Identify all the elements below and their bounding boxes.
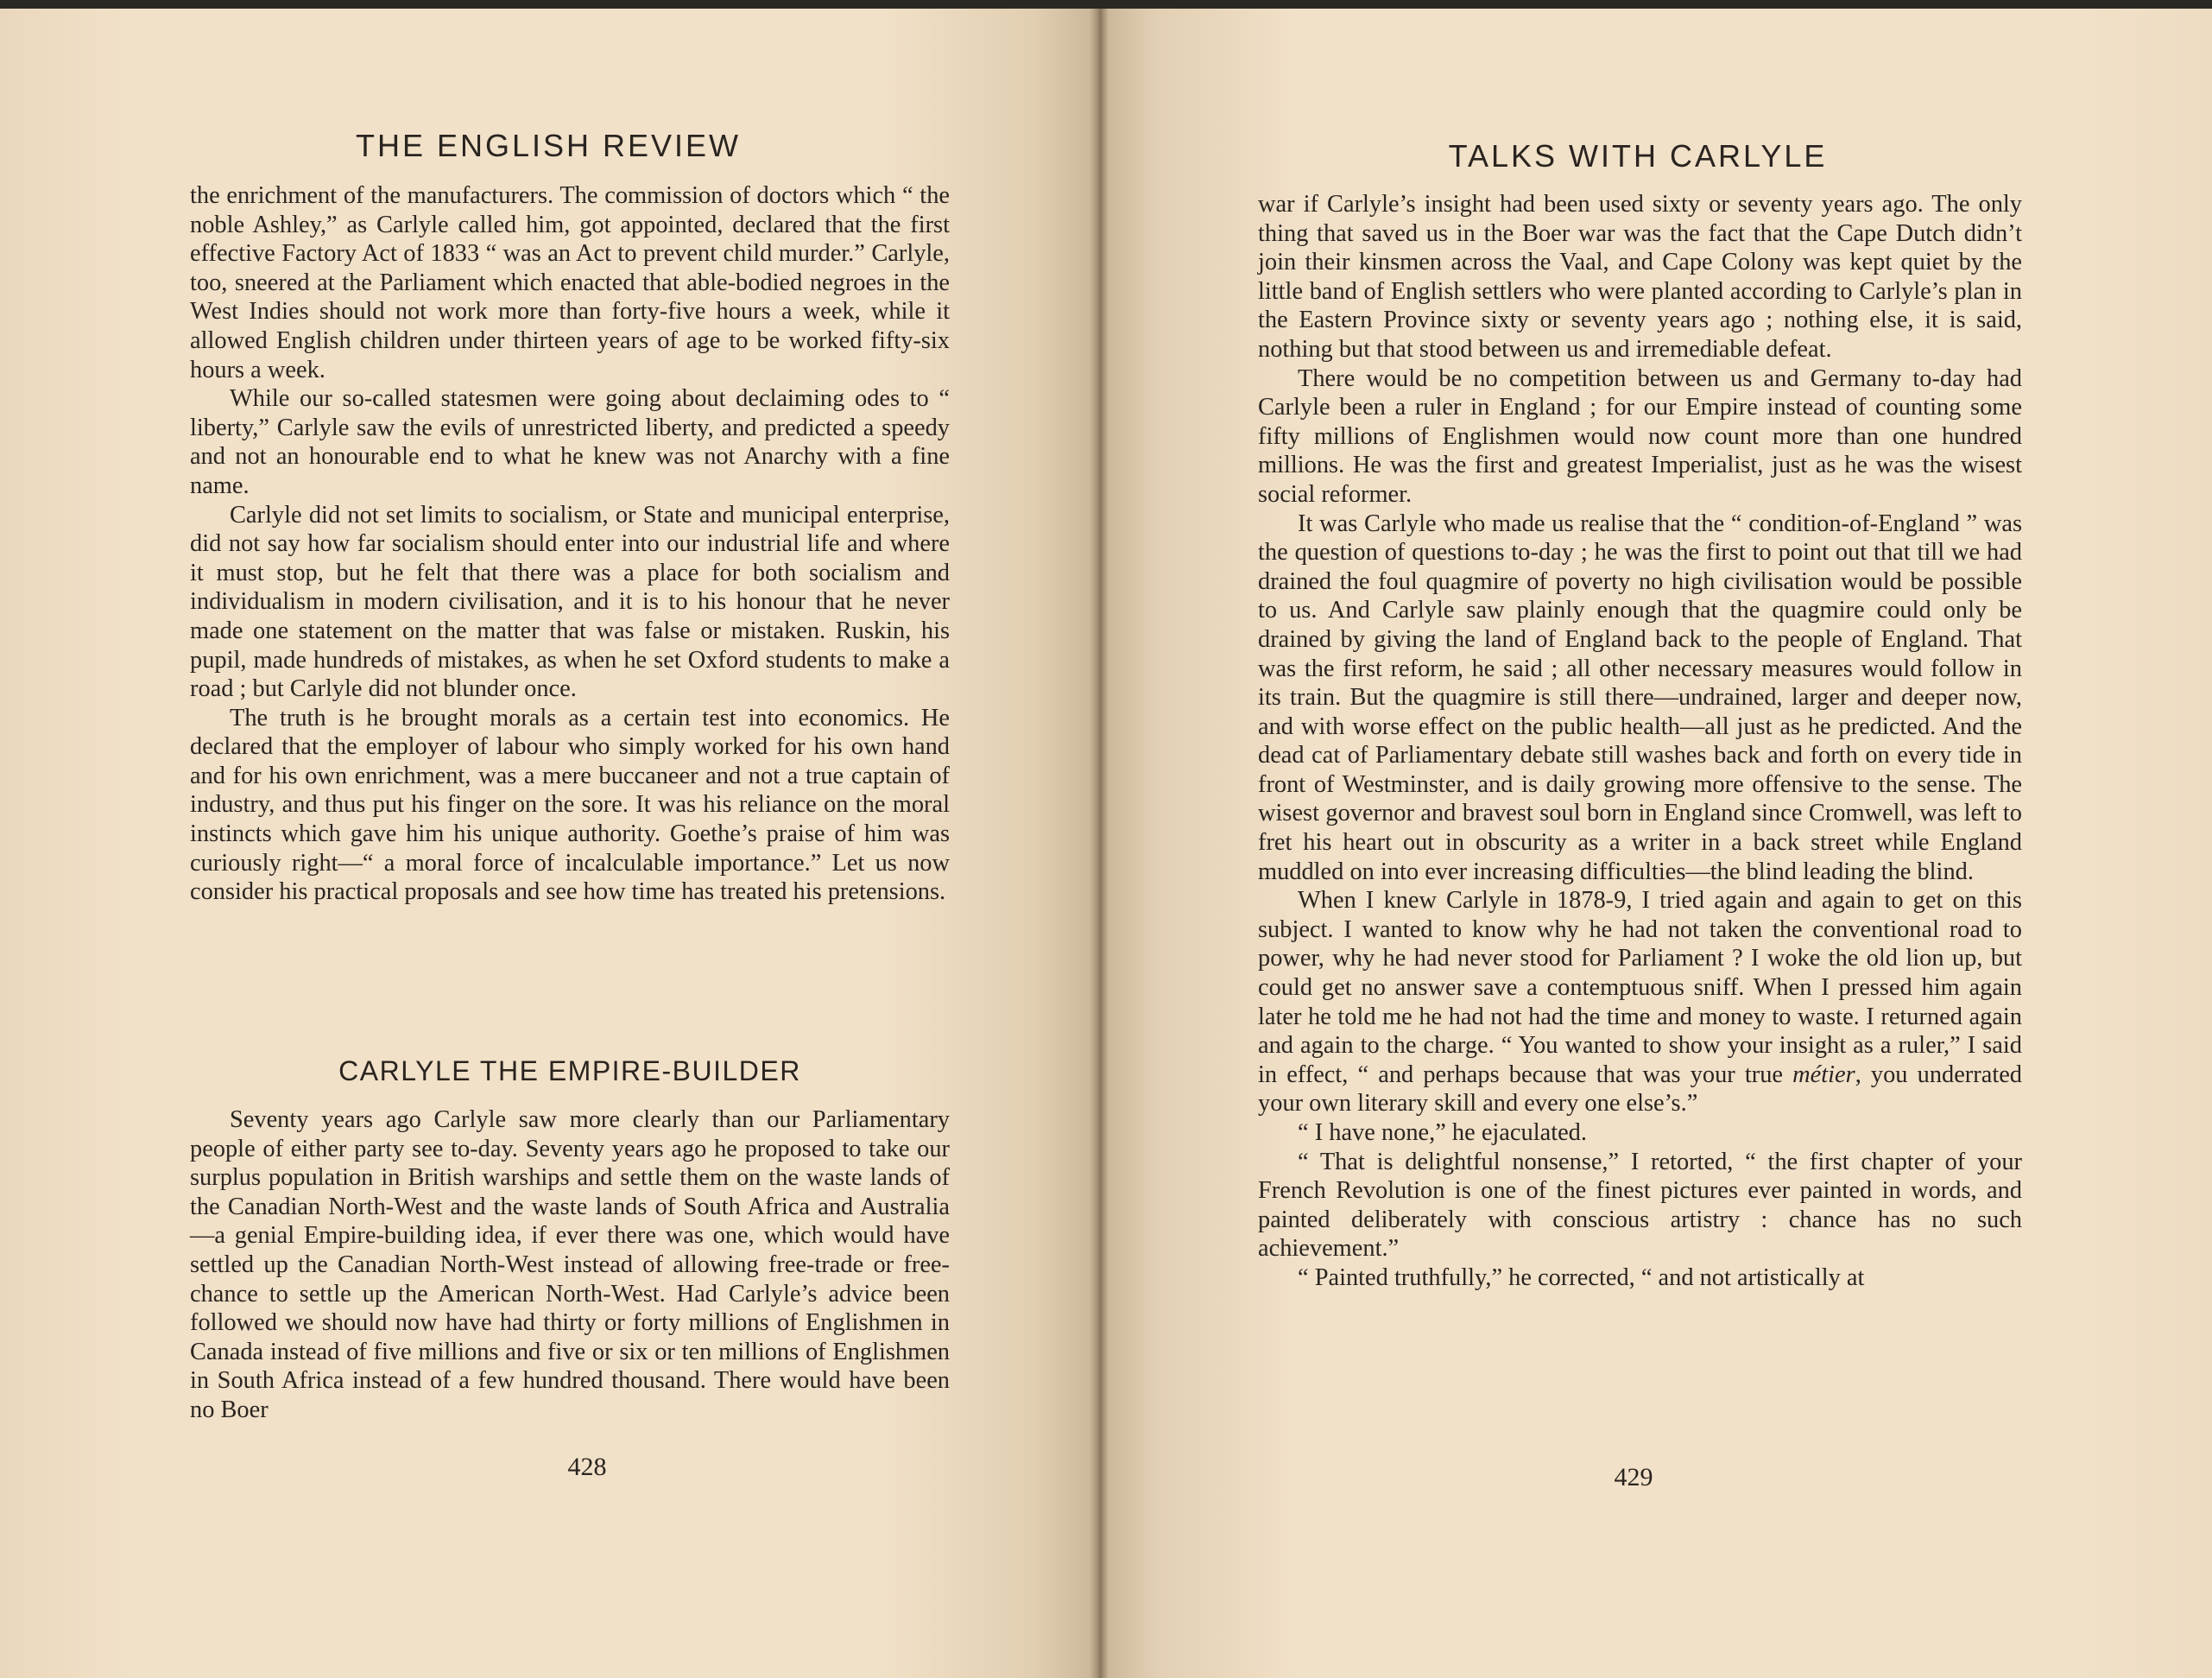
section-heading: CARLYLE THE EMPIRE-BUILDER	[338, 1055, 801, 1086]
page-number: 428	[567, 1453, 607, 1481]
body-text	[1258, 190, 2022, 1293]
body-text-top	[190, 181, 950, 907]
paragraph: war if Carlyle’s insight had been used sixty or seventy years ago. The only thing that saved us in the Boer war was the fact that the Cape Dutch didn’t join their kinsmen across the Vaal, and Cape Colony was kept quiet by the little band of English settlers who were planted according to Carlyle’s plan in the Eastern Province sixty or seventy years ago ; nothing else, it is said, nothing but that stood between us and irremediable defeat.	[1258, 191, 2022, 363]
paragraph	[1258, 886, 2022, 1118]
paragraph: Carlyle did not set limits to socialism, or State and municipal enterprise, did not say how far socialism should enter into our industrial life and where it must stop, but he felt that there was a place for both socialism and individualism in modern civilisation, and it is to his honour that he never made one statement on the matter that was false or mistaken. Ruskin, his pupil, made hundreds of mistakes, as when he set Oxford students to make a road ; but Carlyle did not blunder once.	[190, 501, 950, 703]
paragraph: “ That is delightful nonsense,” I retorted, “ the first chapter of your French Revolution is one of the finest pictures ever painted in words, and painted deliberately with conscious artistry : chance has no such achievement.”	[1258, 1148, 2022, 1263]
paragraph: Seventy years ago Carlyle saw more clearly than our Parliamentary people of either party see to-day. Seventy years ago he proposed to take our surplus population in British warships and settle them on the waste lands of the Canadian North-West and the waste lands of South Africa and Australia—a genial Empire-building idea, if ever there was one, which would have settled up the Canadian North-West instead of allowing free-trade or free-chance to settle up the American North-West. Had Carlyle’s advice been followed we should now have had thirty or forty millions of Englishmen in Canada instead of five millions and five or six or ten millions of Englishmen in South Africa instead of a few hundred thousand. There would have been no Boer	[190, 1106, 950, 1423]
book-spread	[0, 9, 2212, 1678]
right-page	[1098, 9, 2212, 1678]
paragraph: “ I have none,” he ejaculated.	[1298, 1119, 1587, 1146]
paragraph: There would be no competition between us and Germany to-day had Carlyle been a ruler in England ; for our Empire instead of counting some fifty millions of Englishmen would now count more than one hundred millions. He was the first and greatest Imperialist, just as he was the wisest social reformer.	[1258, 364, 2022, 508]
left-page	[0, 9, 1098, 1678]
book-gutter	[1090, 9, 1109, 1678]
paragraph: It was Carlyle who made us realise that the “ condition-of-England ” was the question of questions to-day ; he was the first to point out that till we had drained the foul quagmire of poverty no high civilisation would be possible to us. And Carlyle saw plainly enough that the quagmire could only be drained by giving the land of England back to the people of England. That was the first reform, he said ; all other necessary measures would follow in its train. But the quagmire is still there—undrained, larger and deeper now, and with worse effect on the public health—all just as he predicted. And the dead cat of Parliamentary debate still washes back and forth on every tide in front of Westminster, and is daily growing more offensive to the sense. The wisest governor and bravest soul born in England since Cromwell, was left to fret his heart out in obscurity as a writer in a back street while England muddled on into ever increasing difficulties—the blind leading the blind.	[1258, 510, 2022, 885]
paragraph: The truth is he brought morals as a certain test into economics. He declared that the employer of labour who simply worked for his own hand and for his own enrichment, was a mere buccaneer and not a true captain of industry, and thus put his finger on the sore. It was his reliance on the moral instincts which gave him his unique authority. Goethe’s praise of him was curiously right—“ a moral force of incalculable importance.” Let us now consider his practical proposals and see how time has treated his pretensions.	[190, 704, 950, 906]
running-head: THE ENGLISH REVIEW	[355, 128, 742, 163]
paragraph-text: , you underrated your own literary skill and every one else’s.”	[1258, 1061, 2023, 1118]
paragraph: “ Painted truthfully,” he corrected, “ and not artistically at	[1298, 1263, 1865, 1291]
body-text-bottom	[190, 1105, 950, 1425]
paragraph-text: When I knew Carlyle in 1878-9, I tried again and again to get on this subject. I wanted to know why he had not taken the conventional road to power, why he had never stood for Parliament ? I woke the old lion up, but could get no answer save a contemptuous sniff. When I pressed him again later he told me he had not had the time and money to waste. I returned again and again to the charge. “ You wanted to show your insight as a ruler,” I said in effect, “ and perhaps because that was your true	[1258, 887, 2022, 1088]
page-number: 429	[1614, 1463, 1653, 1491]
italic-word: métier	[1792, 1061, 1855, 1088]
paragraph: the enrichment of the manufacturers. The commission of doctors which “ the noble Ashley,” as Carlyle called him, got appointed, declared that the first effective Factory Act of 1833 “ was an Act to prevent child murder.” Carlyle, too, sneered at the Parliament which enacted that able-bodied negroes in the West Indies should not work more than forty-five hours a week, while it allowed English children under thirteen years of age to be worked fifty-six hours a week.	[190, 182, 950, 383]
running-head: TALKS WITH CARLYLE	[1448, 138, 1828, 174]
paragraph: While our so-called statesmen were going about declaiming odes to “ liberty,” Carlyle saw the evils of unrestricted liberty, and predicted a speedy and not an honourable end to what he knew was not Anarchy with a fine name.	[190, 385, 950, 499]
